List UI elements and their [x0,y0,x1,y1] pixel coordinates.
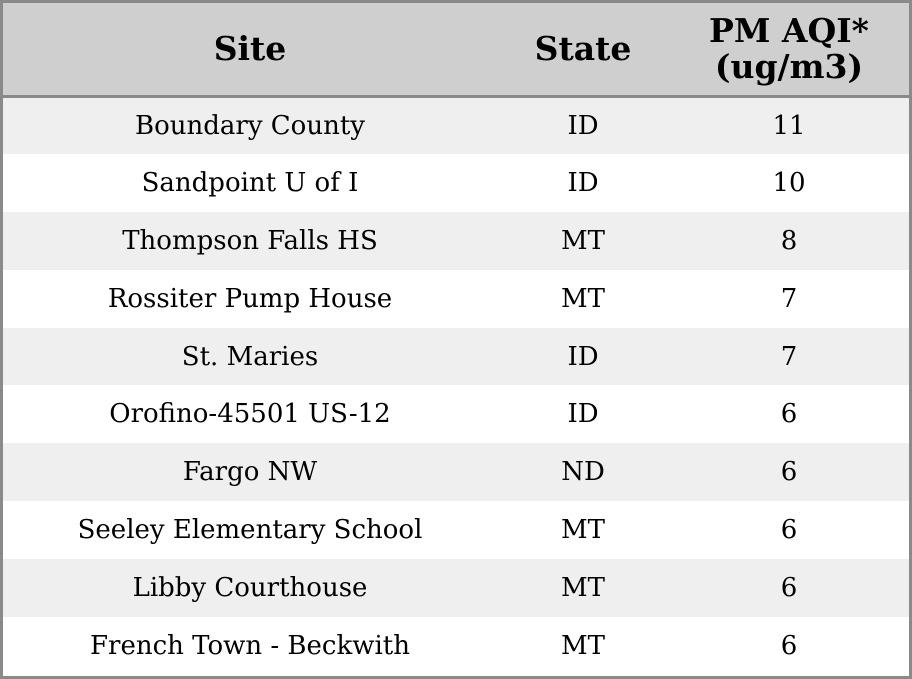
table-row [3,443,909,501]
cell-site: Seeley Elementary School [77,515,423,546]
cell-state: ID [567,167,599,198]
table-row [3,154,909,212]
cell-aqi: 11 [772,110,806,141]
cell-site: Orofino-45501 US-12 [109,399,391,430]
table-row [3,385,909,443]
header-pm-aqi-unit: (ug/m3) [714,46,864,86]
cell-aqi: 8 [780,225,798,256]
cell-site: French Town - Beckwith [89,630,411,661]
cell-aqi: 6 [780,573,798,604]
cell-site: Thompson Falls HS [122,225,378,256]
cell-aqi: 6 [780,515,798,546]
cell-state: MT [561,573,605,604]
cell-aqi: 6 [780,630,798,661]
cell-state: MT [561,225,605,256]
cell-aqi: 7 [780,341,798,372]
cell-state: ID [567,341,599,372]
cell-site: Boundary County [135,110,365,141]
cell-state: MT [561,515,605,546]
cell-site: Fargo NW [182,457,318,488]
table-row [3,212,909,270]
header-state: State [497,3,669,96]
header-pm-aqi-label: PM AQI* [709,10,869,50]
table-body [3,96,909,675]
header-pm-aqi [669,3,909,96]
cell-site: Sandpoint U of I [141,167,359,198]
table-row [3,501,909,559]
cell-state: MT [561,630,605,661]
cell-aqi: 6 [780,457,798,488]
cell-state: ID [567,110,599,141]
cell-aqi: 10 [772,167,806,198]
header-site: Site [3,3,497,96]
cell-state: ID [567,399,599,430]
cell-aqi: 7 [780,283,798,314]
aqi-table [3,3,909,675]
header-row [3,3,909,96]
table-row [3,559,909,617]
table-row [3,617,909,675]
table-row [3,270,909,328]
table-row [3,96,909,154]
cell-site: Rossiter Pump House [107,283,393,314]
table-row [3,328,909,386]
cell-site: Libby Courthouse [132,573,368,604]
cell-site: St. Maries [181,341,319,372]
cell-aqi: 6 [780,399,798,430]
table-header [3,3,909,96]
cell-state: ND [561,457,605,488]
cell-state: MT [561,283,605,314]
